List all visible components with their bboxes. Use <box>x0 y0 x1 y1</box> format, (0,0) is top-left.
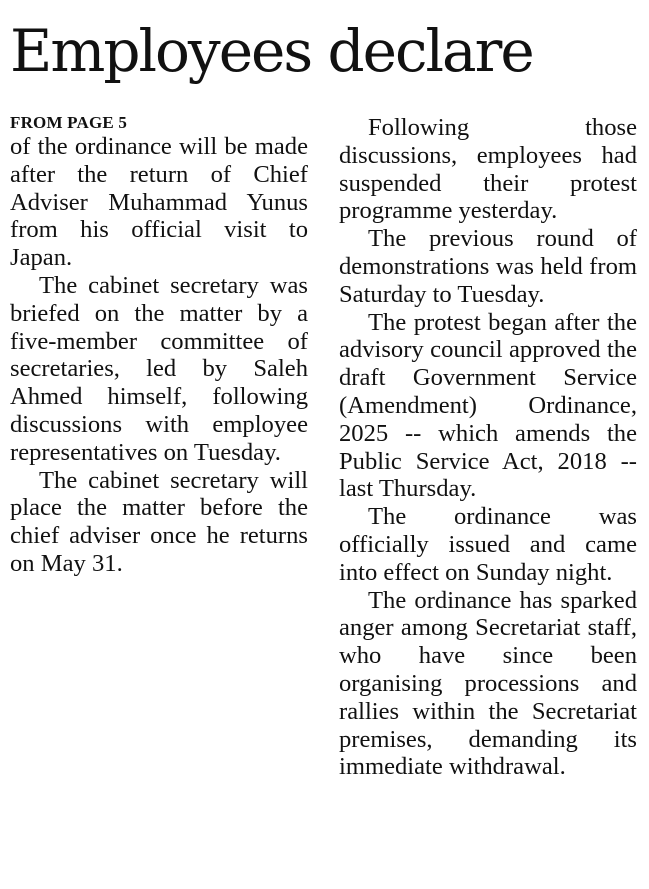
jump-line: FROM PAGE 5 <box>10 113 128 132</box>
article-paragraph: Following those discussions, employees had suspended their protest programme yesterday. <box>339 114 637 225</box>
article-column-right <box>339 114 637 781</box>
article-paragraph: The ordinance was officially issued and came into effect on Sunday night. <box>339 503 637 586</box>
headline: Employees declare <box>10 17 533 85</box>
article-paragraph: The cabinet secretary will place the matter before the chief adviser once he returns on May 31. <box>10 466 308 577</box>
article-paragraph: of the ordinance will be made after the return of Chief Adviser Muhammad Yunus from his official visit to Japan. <box>10 133 308 272</box>
article-paragraph: The ordinance has sparked anger among Secretariat staff, who have since been organising processions and rallies within the Secretariat premises, demanding its immediate withdrawal. <box>339 586 637 781</box>
article-paragraph: The previous round of demonstrations was held from Saturday to Tuesday. <box>339 225 637 308</box>
article-paragraph: The protest began after the advisory council approved the draft Government Service (Amendment) Ordinance, 2025 -- which amends the Public Service Act, 2018 -- last Thursday. <box>339 308 637 503</box>
article-column-left <box>10 114 308 578</box>
article-paragraph: The cabinet secretary was briefed on the matter by a five-member committee of secretaries, led by Saleh Ahmed himself, following discussions with employee representatives on Tuesday. <box>10 271 308 466</box>
